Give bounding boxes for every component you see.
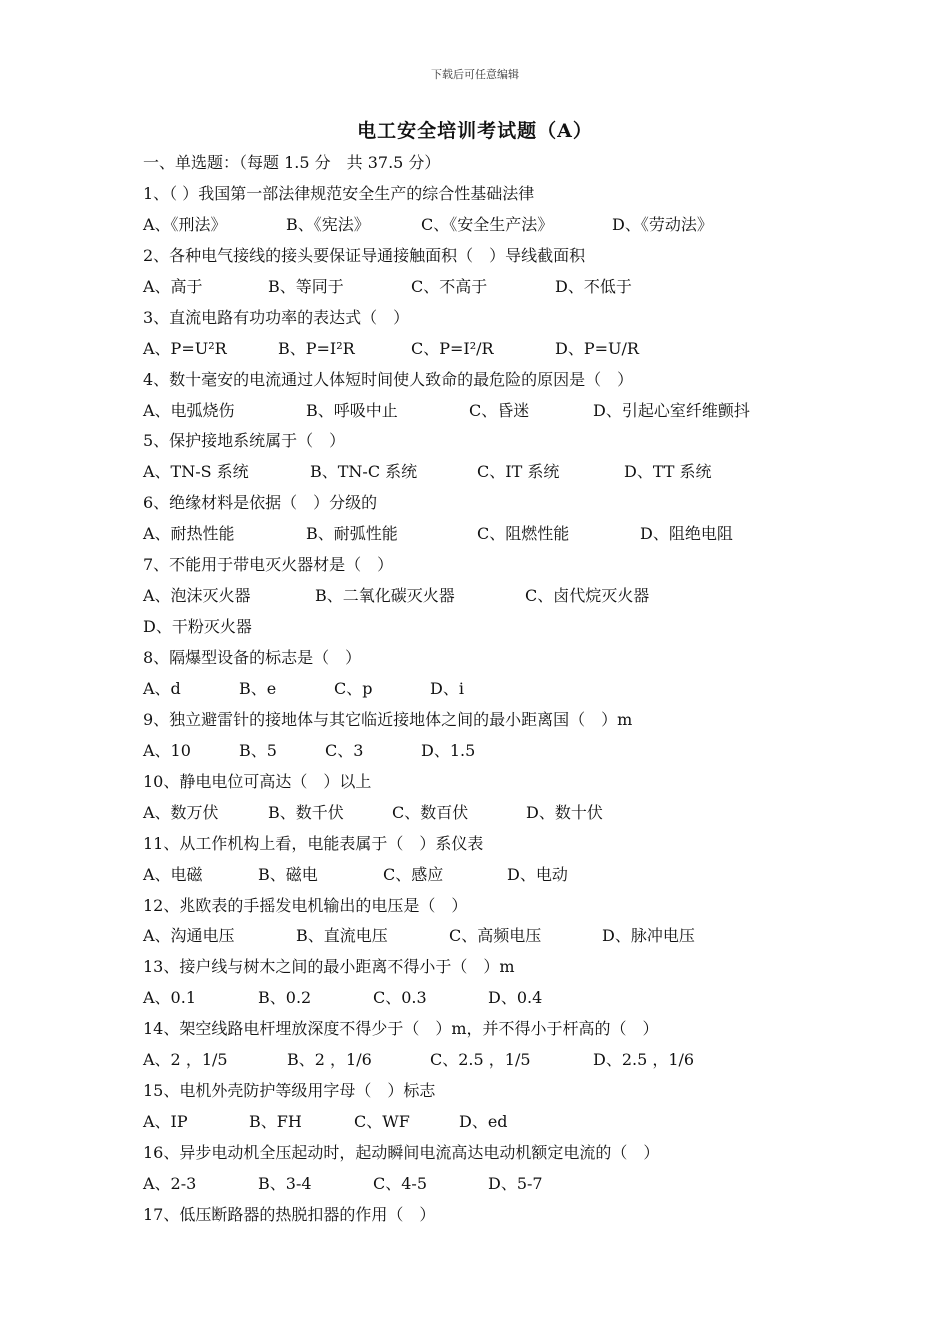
option-a: A、2-3 [143,1173,197,1193]
option-d: D、干粉灭火器 [143,617,252,637]
option-b: B、《宪法》 [286,214,370,234]
option-a: A、耐热性能 [143,524,235,544]
option-c: C、p [334,678,373,698]
options-row [143,581,843,612]
question-2: 2、各种电气接线的接头要保证导通接触面积（ ）导线截面积 [143,245,586,265]
options-row [143,1107,843,1138]
option-a: A、泡沫灭火器 [143,586,251,606]
option-b: B、磁电 [258,864,318,884]
question-8: 8、隔爆型设备的标志是（ ） [143,648,362,667]
question-16: 16、异步电动机全压起动时，起动瞬间电流高达电动机额定电流的（ ） [143,1143,660,1162]
option-d: D、TT 系统 [624,462,712,482]
option-d: D、脉冲电压 [602,926,695,946]
option-c: C、高频电压 [449,926,542,946]
options-row [143,674,843,705]
question-11: 11、从工作机构上看，电能表属于（ ）系仪表 [143,833,484,853]
options-row [143,860,843,891]
option-a: A、沟通电压 [143,926,235,946]
option-c: C、2.5 ，1/5 [430,1050,531,1070]
option-a: A、高于 [143,276,203,296]
option-d: D、ed [459,1112,508,1132]
option-d: D、i [430,678,464,698]
option-a: A、电磁 [143,864,203,884]
option-a: A、IP [143,1112,188,1132]
option-d: D、0.4 [488,988,543,1008]
option-a: A、TN-S 系统 [143,462,249,482]
option-c: C、IT 系统 [477,462,560,482]
option-b: B、e [239,678,277,698]
option-d: D、1.5 [421,740,476,760]
question-13: 13、接户线与树木之间的最小距离不得小于（ ）m [143,957,515,977]
question-17: 17、低压断路器的热脱扣器的作用（ ） [143,1204,436,1224]
option-a: A、数万伏 [143,802,219,822]
option-b: B、2 ，1/6 [287,1050,372,1070]
option-c: C、《安全生产法》 [421,214,554,234]
option-d: D、5-7 [488,1173,543,1193]
option-c: C、数百伏 [392,802,469,822]
page-header: 下载后可任意编辑 [431,68,519,81]
options-row [143,519,843,550]
option-d: D、数十伏 [526,802,603,822]
question-14: 14、架空线路电杆埋放深度不得少于（ ）m，并不得小于杆高的（ ） [143,1019,659,1039]
options-row [143,334,843,365]
question-9: 9、独立避雷针的接地体与其它临近接地体之间的最小距离国（ ）m [143,709,633,729]
option-d: D、电动 [507,864,568,884]
option-d: D、阻绝电阻 [640,524,733,544]
option-c: C、感应 [383,864,444,884]
option-c: C、0.3 [373,988,427,1008]
option-b: B、FH [249,1112,302,1132]
option-a: A、10 [143,740,191,760]
options-row [143,612,843,643]
question-3: 3、直流电路有功功率的表达式（ ） [143,307,410,327]
options-row [143,1045,843,1076]
option-b: B、呼吸中止 [306,400,398,420]
option-c: C、不高于 [411,276,488,296]
options-row [143,736,843,767]
question-15: 15、电机外壳防护等级用字母（ ）标志 [143,1081,436,1101]
option-d: D、《劳动法》 [612,214,713,234]
option-a: A、电弧烧伤 [143,400,235,420]
option-c: C、阻燃性能 [477,524,570,544]
option-a: A、P=U²R [143,338,227,358]
option-c: C、3 [325,740,364,760]
option-b: B、5 [239,740,277,760]
options-row [143,983,843,1014]
option-a: A、《刑法》 [143,214,227,234]
option-c: C、昏迷 [469,400,530,420]
option-b: B、二氧化碳灭火器 [315,586,455,606]
option-b: B、等同于 [268,276,344,296]
option-b: B、P=I²R [278,338,355,358]
option-d: D、不低于 [555,276,632,296]
question-6: 6、绝缘材料是依据（ ）分级的 [143,493,378,513]
option-c: C、4-5 [373,1173,428,1193]
option-d: D、P=U/R [555,338,639,358]
option-a: A、2 ，1/5 [143,1050,228,1070]
option-c: C、卤代烷灭火器 [525,586,650,606]
option-b: B、耐弧性能 [306,524,398,544]
option-c: C、WF [354,1112,410,1132]
option-d: D、2.5 ，1/6 [593,1050,695,1070]
question-12: 12、兆欧表的手摇发电机输出的电压是（ ） [143,895,468,915]
option-b: B、直流电压 [296,926,388,946]
option-b: B、TN-C 系统 [310,462,418,482]
question-10: 10、静电电位可高达（ ）以上 [143,771,372,791]
exam-title: 电工安全培训考试题（A） [357,120,593,142]
question-4: 4、数十毫安的电流通过人体短时间使人致命的最危险的原因是（ ） [143,369,634,389]
exam-content [143,148,843,1231]
options-row [143,921,843,952]
option-d: D、引起心室纤维颤抖 [593,400,750,420]
options-row [143,798,843,829]
options-row [143,272,843,303]
option-b: B、数千伏 [268,802,344,822]
section-heading: 一、单选题：（每题 1.5 分 共 37.5 分） [143,153,441,172]
options-row [143,210,843,241]
option-a: A、d [143,678,181,698]
question-5: 5、保护接地系统属于（ ） [143,431,346,451]
option-c: C、P=I²/R [411,338,494,358]
option-b: B、3-4 [258,1173,312,1193]
options-row [143,396,843,427]
options-row [143,1169,843,1200]
question-7: 7、不能用于带电灭火器材是（ ） [143,555,394,575]
question-1: 1、（ ）我国第一部法律规范安全生产的综合性基础法律 [143,183,535,203]
option-b: B、0.2 [258,988,312,1008]
option-a: A、0.1 [143,988,197,1008]
options-row [143,457,843,488]
